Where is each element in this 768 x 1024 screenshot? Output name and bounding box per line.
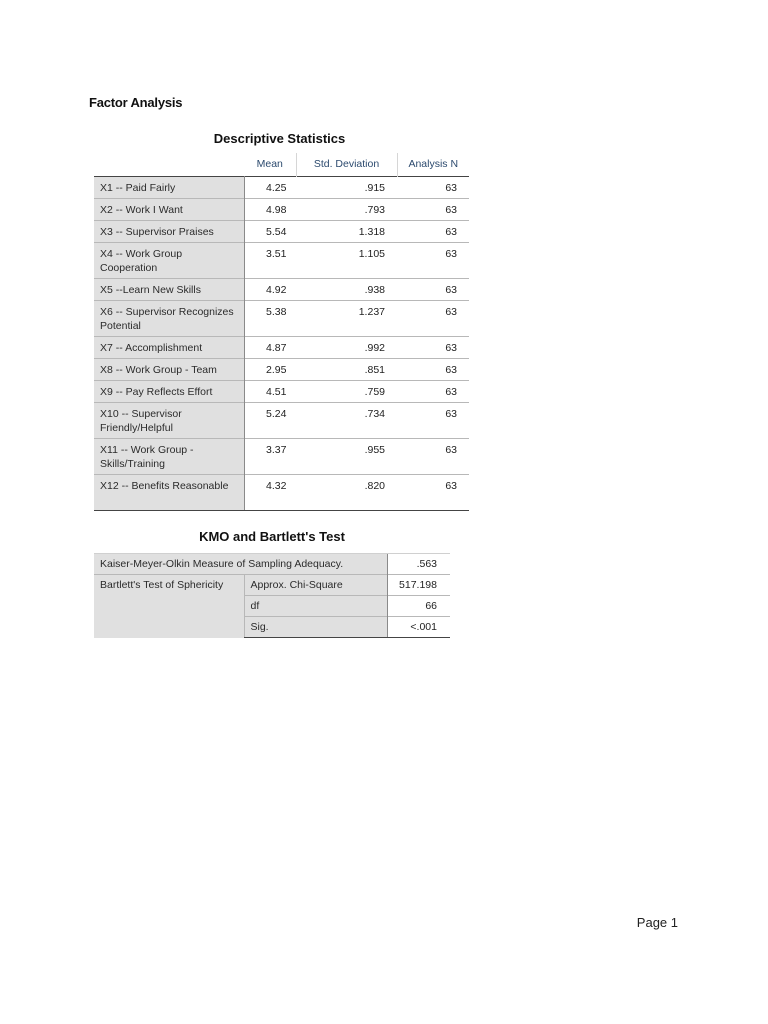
sd-cell: .759 bbox=[296, 380, 397, 402]
n-cell: 63 bbox=[397, 474, 469, 510]
table-row bbox=[94, 300, 469, 336]
header-analysis-n: Analysis N bbox=[397, 153, 469, 176]
n-cell: 63 bbox=[397, 438, 469, 474]
row-label: X1 -- Paid Fairly bbox=[94, 176, 244, 198]
bartlett-label: Bartlett's Test of Sphericity bbox=[94, 575, 244, 638]
n-cell: 63 bbox=[397, 358, 469, 380]
sd-cell: 1.105 bbox=[296, 242, 397, 278]
n-cell: 63 bbox=[397, 278, 469, 300]
header-blank bbox=[94, 153, 244, 176]
kmo-label: Kaiser-Meyer-Olkin Measure of Sampling Adequacy. bbox=[94, 554, 387, 575]
header-std-deviation: Std. Deviation bbox=[296, 153, 397, 176]
kmo-value: .563 bbox=[387, 554, 450, 575]
row-label: X12 -- Benefits Reasonable bbox=[94, 474, 244, 510]
mean-cell: 4.98 bbox=[244, 198, 296, 220]
n-cell: 63 bbox=[397, 198, 469, 220]
n-cell: 63 bbox=[397, 336, 469, 358]
table-row bbox=[94, 358, 469, 380]
header-row bbox=[94, 153, 469, 176]
sd-cell: 1.318 bbox=[296, 220, 397, 242]
row-label: X5 --Learn New Skills bbox=[94, 278, 244, 300]
kmo-bartlett-table bbox=[94, 553, 450, 638]
sd-cell: .793 bbox=[296, 198, 397, 220]
sd-cell: .955 bbox=[296, 438, 397, 474]
n-cell: 63 bbox=[397, 402, 469, 438]
table-row bbox=[94, 336, 469, 358]
sd-cell: .992 bbox=[296, 336, 397, 358]
sd-cell: .938 bbox=[296, 278, 397, 300]
sd-cell: .734 bbox=[296, 402, 397, 438]
sd-cell: .851 bbox=[296, 358, 397, 380]
table-row bbox=[94, 474, 469, 510]
sig-label: Sig. bbox=[244, 617, 387, 638]
descriptive-statistics-title: Descriptive Statistics bbox=[213, 131, 346, 146]
table-row bbox=[94, 176, 469, 198]
descriptive-statistics-table bbox=[94, 153, 469, 511]
mean-cell: 4.32 bbox=[244, 474, 296, 510]
mean-cell: 4.25 bbox=[244, 176, 296, 198]
df-label: df bbox=[244, 596, 387, 617]
table-row bbox=[94, 438, 469, 474]
sd-cell: 1.237 bbox=[296, 300, 397, 336]
mean-cell: 4.51 bbox=[244, 380, 296, 402]
table-row bbox=[94, 278, 469, 300]
n-cell: 63 bbox=[397, 380, 469, 402]
sig-value: <.001 bbox=[387, 617, 450, 638]
mean-cell: 5.24 bbox=[244, 402, 296, 438]
mean-cell: 5.54 bbox=[244, 220, 296, 242]
sd-cell: .820 bbox=[296, 474, 397, 510]
n-cell: 63 bbox=[397, 176, 469, 198]
row-label: X6 -- Supervisor Recognizes Potential bbox=[94, 300, 244, 336]
mean-cell: 2.95 bbox=[244, 358, 296, 380]
chi-square-value: 517.198 bbox=[387, 575, 450, 596]
mean-cell: 3.51 bbox=[244, 242, 296, 278]
mean-cell: 4.87 bbox=[244, 336, 296, 358]
row-label: X10 -- Supervisor Friendly/Helpful bbox=[94, 402, 244, 438]
row-label: X4 -- Work Group Cooperation bbox=[94, 242, 244, 278]
kmo-bartlett-title: KMO and Bartlett's Test bbox=[199, 529, 345, 544]
row-label: X7 -- Accomplishment bbox=[94, 336, 244, 358]
mean-cell: 5.38 bbox=[244, 300, 296, 336]
n-cell: 63 bbox=[397, 220, 469, 242]
row-label: X11 -- Work Group - Skills/Training bbox=[94, 438, 244, 474]
sd-cell: .915 bbox=[296, 176, 397, 198]
chi-square-row bbox=[94, 575, 450, 596]
page-heading: Factor Analysis bbox=[89, 95, 183, 110]
mean-cell: 3.37 bbox=[244, 438, 296, 474]
row-label: X3 -- Supervisor Praises bbox=[94, 220, 244, 242]
row-label: X2 -- Work I Want bbox=[94, 198, 244, 220]
table-row bbox=[94, 198, 469, 220]
mean-cell: 4.92 bbox=[244, 278, 296, 300]
row-label: X9 -- Pay Reflects Effort bbox=[94, 380, 244, 402]
row-label: X8 -- Work Group - Team bbox=[94, 358, 244, 380]
page-number: Page 1 bbox=[636, 915, 678, 930]
table-row bbox=[94, 380, 469, 402]
n-cell: 63 bbox=[397, 242, 469, 278]
table-row bbox=[94, 220, 469, 242]
table-row bbox=[94, 402, 469, 438]
kmo-row bbox=[94, 554, 450, 575]
df-value: 66 bbox=[387, 596, 450, 617]
n-cell: 63 bbox=[397, 300, 469, 336]
chi-square-label: Approx. Chi-Square bbox=[244, 575, 387, 596]
header-mean: Mean bbox=[256, 158, 283, 171]
table-row bbox=[94, 242, 469, 278]
